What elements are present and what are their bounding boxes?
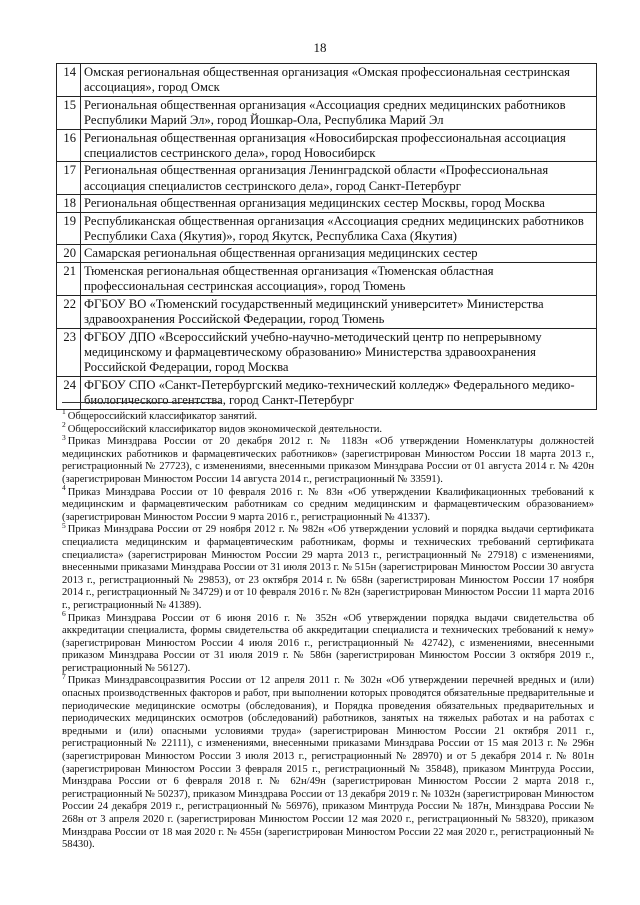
footnote-mark: 4 — [62, 483, 66, 493]
footnote — [62, 420, 594, 437]
organization-name: Республиканская общественная организация «Ассоциация средних медицинских работников Республики Саха (Якутия)», город Якутск, Республика Саха (Якутия) — [81, 212, 597, 245]
footnote-mark: 1 — [62, 407, 66, 417]
row-number: 14 — [57, 64, 81, 97]
footnote-text: Приказ Минздрава России от 6 июня 2016 г. № 352н «Об утверждении порядка выдачи свидетельства об аккредитации специалиста, формы свидетельства об аккредитации специалиста и технических требований к нему» (зарегистрирован Минюстом России 4 июля 2016 г., регистрационный № 42742), с изменениями, внесенными приказом Минздрава России от 31 июля 2019 г. № 586н (зарегистрирован Минюстом России 3 октября 2019 г., регистрационный № 56127). — [62, 612, 594, 674]
footnote — [62, 671, 594, 851]
row-number: 23 — [57, 328, 81, 376]
organization-name: Самарская региональная общественная организация медицинских сестер — [81, 245, 597, 262]
organization-name: Тюменская региональная общественная организация «Тюменская областная профессиональная сестринская ассоциация», город Тюмень — [81, 262, 597, 295]
footnotes — [62, 407, 594, 852]
table-row — [57, 96, 597, 129]
footnote-mark: 3 — [62, 432, 66, 442]
organization-name: Региональная общественная организация Ленинградской области «Профессиональная ассоциация специалистов сестринского дела», город Санкт-Петербург — [81, 162, 597, 195]
footnote-text: Приказ Минздрава России от 20 декабря 2012 г. № 1183н «Об утверждении Номенклатуры должностей медицинских работников и фармацевтических работников» (зарегистрирован Минюстом России 18 марта 2013 г., регистрационный № 27723), с изменениями, внесенными приказом Минздрава России от 01 августа 2014 г. № 420н (зарегистрирован Минюстом России 14 августа 2014 г., регистрационный № 33591). — [62, 436, 594, 485]
footnote — [62, 432, 594, 486]
footnote-mark: 6 — [62, 608, 66, 618]
row-number: 16 — [57, 129, 81, 162]
footnote-mark: 2 — [62, 420, 66, 430]
footnote-text: Приказ Минздравсоцразвития России от 12 апреля 2011 г. № 302н «Об утверждении перечней вредных и (или) опасных производственных факторов и работ, при выполнении которых проводятся обязательные предварительные и периодические медицинские осмотры (обследования), и Порядка проведения обязательных предварительных и периодических медицинских осмотров (обследований) работников, занятых на тяжелых работах и на работах с вредными и (или) опасными условиями труда» (зарегистрирован Минюстом России 21 октября 2011 г., регистрационный № 22111), с изменениями, внесенными приказами Минздрава России от 15 мая 2013 г. № 296н (зарегистрирован Минюстом России 3 июля 2013 г., регистрационный № 28970) и от 5 декабря 2014 г. № 801н (зарегистрирован Минюстом России 3 февраля 2015 г., регистрационный № 35848), приказом Минтруда России, Минздрава России от 6 февраля 2018 г. № 62н/49н (зарегистрирован Минюстом России 2 марта 2018 г., регистрационный № 50237), приказом Минздрава России от 13 декабря 2019 г. № 1032н (зарегистрирован Минюстом России 24 декабря 2019 г., регистрационный № 56976), приказом Минтруда России № 187н, Минздрава России № 268н от 3 апреля 2020 г. (зарегистрирован Минюстом России 12 мая 2020 г., регистрационный № 58320), приказом Минздрава России от 18 мая 2020 г. № 455н (зарегистрирован Минюстом России 22 мая 2020 г., регистрационный № 58430). — [62, 675, 594, 851]
organization-name: Региональная общественная организация «Ассоциация средних медицинских работников Республики Марий Эл», город Йошкар-Ола, Республика Марий Эл — [81, 96, 597, 129]
row-number: 20 — [57, 245, 81, 262]
page-number: 18 — [313, 40, 327, 55]
footnote-text: Общероссийский классификатор видов экономической деятельности. — [67, 423, 383, 435]
organization-name: ФГБОУ ДПО «Всероссийский учебно-научно-методический центр по непрерывному медицинскому и фармацевтическому образованию» Министерства здравоохранения Российской Федерации, город Москва — [81, 328, 597, 376]
table-row — [57, 195, 597, 212]
footnote — [62, 608, 594, 676]
table-row — [57, 245, 597, 262]
footnote-mark: 5 — [62, 520, 66, 530]
table-row — [57, 129, 597, 162]
footnote-text: Приказ Минздрава России от 29 ноября 2012 г. № 982н «Об утверждении условий и порядка выдачи сертификата специалиста медицинским и фармацевтическим работникам, формы и технических требований сертификата специалиста» (зарегистрирован Минюстом России 29 марта 2013 г., регистрационный № 27918) с изменениями, внесенными приказами Минздрава России от 31 июля 2013 г. № 515н (зарегистрирован Минюстом России 30 августа 2013 г., регистрационный № 29853), от 23 октября 2014 г. № 658н (зарегистрирован Минюстом России 17 ноября 2014 г., регистрационный № 34729) и от 10 февраля 2016 г. № 82н (зарегистрирован Минюстом России 11 марта 2016 г., регистрационный № 41389). — [62, 524, 594, 611]
row-number: 21 — [57, 262, 81, 295]
row-number: 18 — [57, 195, 81, 212]
organization-name: Региональная общественная организация «Новосибирская профессиональная ассоциация специалистов сестринского дела», город Новосибирск — [81, 129, 597, 162]
footnote — [62, 520, 594, 612]
organizations-table — [56, 63, 597, 410]
row-number: 19 — [57, 212, 81, 245]
table-row — [57, 262, 597, 295]
footnote-text: Приказ Минздрава России от 10 февраля 2016 г. № 83н «Об утверждении Квалификационных требований к медицинским и фармацевтическим работникам со средним медицинским и фармацевтическим образованием» (зарегистрирован Минюстом России 9 марта 2016 г., регистрационный № 41337). — [62, 486, 594, 523]
table-row — [57, 212, 597, 245]
organization-name: Омская региональная общественная организация «Омская профессиональная сестринская ассоциация», город Омск — [81, 64, 597, 97]
table-row — [57, 376, 597, 409]
table-row — [57, 162, 597, 195]
row-number: 15 — [57, 96, 81, 129]
table-row — [57, 295, 597, 328]
organization-name: ФГБОУ ВО «Тюменский государственный медицинский университет» Министерства здравоохранения Российской Федерации, город Тюмень — [81, 295, 597, 328]
footnote — [62, 407, 594, 424]
organization-name: Региональная общественная организация медицинских сестер Москвы, город Москва — [81, 195, 597, 212]
organization-name: ФГБОУ СПО «Санкт-Петербургский медико-технический колледж» Федерального медико-биологического агентства, город Санкт-Петербург — [81, 376, 597, 409]
footnote-text: Общероссийский классификатор занятий. — [67, 411, 258, 422]
table-row — [57, 328, 597, 376]
table-row — [57, 64, 597, 97]
row-number: 24 — [57, 376, 81, 409]
row-number: 17 — [57, 162, 81, 195]
row-number: 22 — [57, 295, 81, 328]
footnote-mark: 7 — [62, 671, 66, 681]
footnote — [62, 483, 594, 525]
footnote-divider — [62, 402, 222, 403]
